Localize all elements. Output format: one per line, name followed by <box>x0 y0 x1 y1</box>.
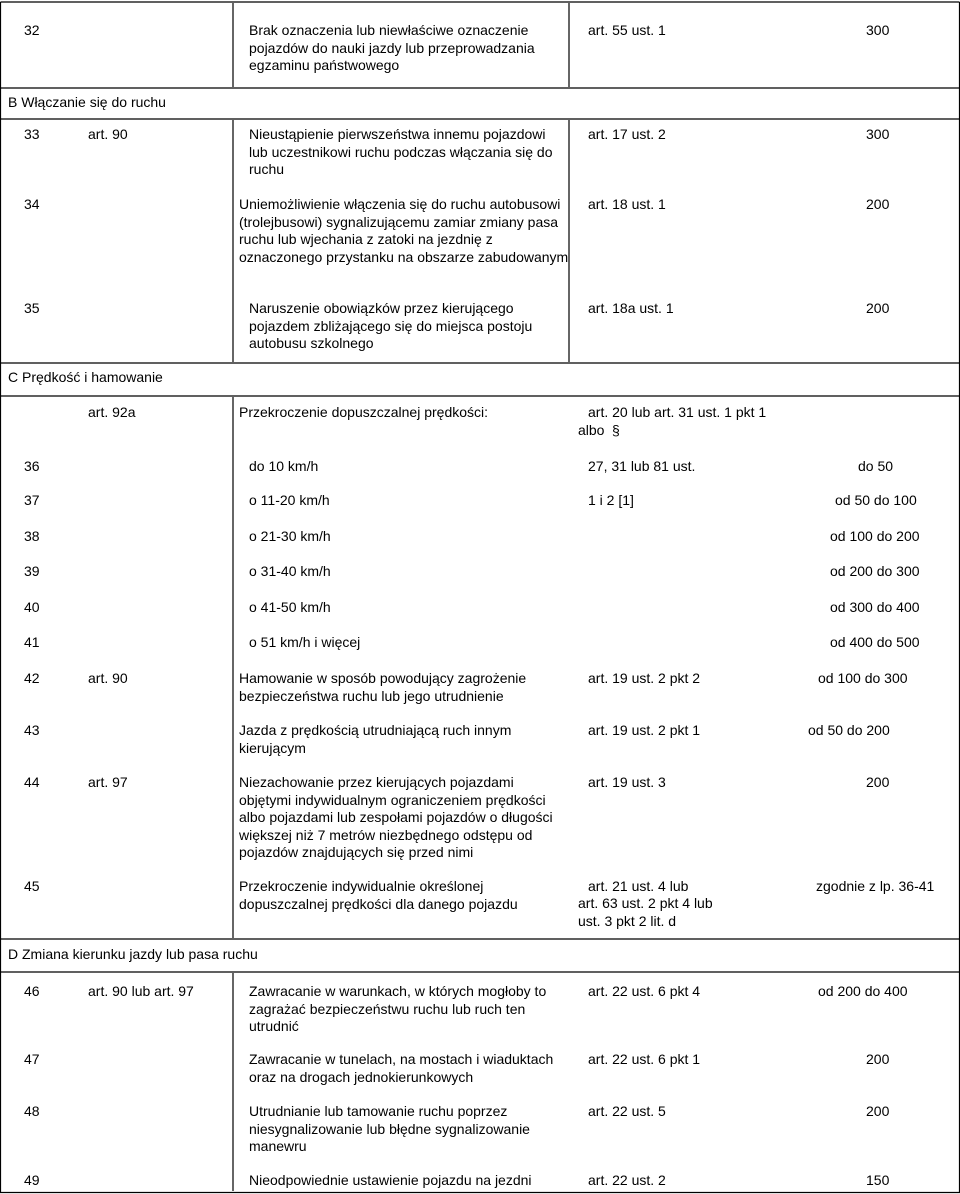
row-38-desc: o 21-30 km/h <box>249 528 331 544</box>
row-48-amount: 200 <box>866 1103 890 1119</box>
row-35-amount: 200 <box>866 300 890 316</box>
row-39-desc: o 31-40 km/h <box>249 563 331 579</box>
row-45-ref-line3: ust. 3 pkt 2 lit. d <box>578 913 677 929</box>
row-40-amount: od 300 do 400 <box>830 599 920 615</box>
row-46-art: art. 90 lub art. 97 <box>88 983 194 999</box>
row-45-ref-line1: art. 21 ust. 4 lub <box>588 878 689 894</box>
row-45-amount: zgodnie z lp. 36-41 <box>816 878 935 894</box>
row-32-lp: 32 <box>24 22 40 38</box>
row-34-ref: art. 18 ust. 1 <box>588 196 666 212</box>
row-42-art: art. 90 <box>88 670 128 686</box>
ref-link-marker[interactable]: § <box>612 422 620 438</box>
row-33-desc: Nieustąpienie pierwszeństwa innemu pojazdowi lub uczestnikowi ruchu podczas włączania się do ruchu <box>249 126 553 177</box>
row-36-lp: 36 <box>24 458 40 474</box>
row-40-lp: 40 <box>24 599 40 615</box>
row-45-lp: 45 <box>24 878 40 894</box>
row-44-desc: Niezachowanie przez kierujących pojazdami objętymi indywidualnym ograniczeniem prędkości albo pojazdami lub zespołami pojazdów o długości większej niż 7 metrów niezbędnego odstępu od pojazdów znajdujących się przed nimi <box>239 774 553 860</box>
section-b-heading: B Włączanie się do ruchu <box>8 94 166 110</box>
row-33-lp: 33 <box>24 126 40 142</box>
row-43-ref: art. 19 ust. 2 pkt 1 <box>588 722 701 738</box>
row-35-desc: Naruszenie obowiązków przez kierującego pojazdem zbliżającego się do miejsca postoju autobusu szkolnego <box>249 300 533 351</box>
row-46-amount: od 200 do 400 <box>818 983 908 999</box>
row-48-lp: 48 <box>24 1103 40 1119</box>
row-49-desc: Nieodpowiednie ustawienie pojazdu na jezdni <box>249 1172 532 1188</box>
row-44-ref: art. 19 ust. 3 <box>588 774 666 790</box>
row-32-ref: art. 55 ust. 1 <box>588 22 666 38</box>
row-35-ref: art. 18a ust. 1 <box>588 300 674 316</box>
row-39-amount: od 200 do 300 <box>830 563 920 579</box>
row-46-lp: 46 <box>24 983 40 999</box>
row-36-ref: 27, 31 lub 81 ust. <box>588 458 696 474</box>
row-47-desc: Zawracanie w tunelach, na mostach i wiaduktach oraz na drogach jednokierunkowych <box>249 1051 554 1085</box>
row-37-amount: od 50 do 100 <box>835 492 917 508</box>
row-44-lp: 44 <box>24 774 40 790</box>
speeding-ref-line2: albo <box>578 422 605 438</box>
section-c-heading: C Prędkość i hamowanie <box>8 369 163 385</box>
row-42-lp: 42 <box>24 670 40 686</box>
row-34-lp: 34 <box>24 196 40 212</box>
row-41-desc: o 51 km/h i więcej <box>249 634 361 650</box>
row-45-ref-line2: art. 63 ust. 2 pkt 4 lub <box>578 895 713 911</box>
row-34-desc: Uniemożliwienie włączenia się do ruchu autobusowi (trolejbusowi) sygnalizującemu zamiar zmiany pasa ruchu lub wjechania z zatoki na jezdnię z oznaczonego przystanku na obszarze zabudowanym <box>239 196 569 265</box>
row-37-lp: 37 <box>24 492 40 508</box>
row-38-amount: od 100 do 200 <box>830 528 920 544</box>
row-47-lp: 47 <box>24 1051 40 1067</box>
row-48-desc: Utrudnianie lub tamowanie ruchu poprzez niesygnalizowanie lub błędne sygnalizowanie manewru <box>249 1103 530 1154</box>
row-43-amount: od 50 do 200 <box>808 722 890 738</box>
section-d-heading: D Zmiana kierunku jazdy lub pasa ruchu <box>8 946 258 962</box>
speeding-art: art. 92a <box>88 404 136 420</box>
row-46-ref: art. 22 ust. 6 pkt 4 <box>588 983 701 999</box>
row-36-amount: do 50 <box>858 458 894 474</box>
row-47-ref: art. 22 ust. 6 pkt 1 <box>588 1051 701 1067</box>
row-42-ref: art. 19 ust. 2 pkt 2 <box>588 670 701 686</box>
row-43-desc: Jazda z prędkością utrudniającą ruch innym kierującym <box>239 722 512 756</box>
row-49-ref: art. 22 ust. 2 <box>588 1172 666 1188</box>
row-40-desc: o 41-50 km/h <box>249 599 331 615</box>
row-45-desc: Przekroczenie indywidualnie określonej dopuszczalnej prędkości dla danego pojazdu <box>239 878 518 912</box>
row-44-amount: 200 <box>866 774 890 790</box>
row-47-amount: 200 <box>866 1051 890 1067</box>
speeding-desc: Przekroczenie dopuszczalnej prędkości: <box>239 404 489 420</box>
row-33-amount: 300 <box>866 126 890 142</box>
row-38-lp: 38 <box>24 528 40 544</box>
row-44-art: art. 97 <box>88 774 128 790</box>
row-34-amount: 200 <box>866 196 890 212</box>
row-33-ref: art. 17 ust. 2 <box>588 126 666 142</box>
row-41-amount: od 400 do 500 <box>830 634 920 650</box>
row-36-desc: do 10 km/h <box>249 458 319 474</box>
row-41-lp: 41 <box>24 634 40 650</box>
row-37-ref[interactable]: 1 i 2 [1] <box>588 492 634 508</box>
row-33-art: art. 90 <box>88 126 128 142</box>
row-32-desc: Brak oznaczenia lub niewłaściwe oznaczenie pojazdów do nauki jazdy lub przeprowadzania egzaminu państwowego <box>249 22 535 73</box>
row-37-desc: o 11-20 km/h <box>249 492 330 508</box>
row-35-lp: 35 <box>24 300 40 316</box>
row-49-amount: 150 <box>866 1172 890 1188</box>
row-49-lp: 49 <box>24 1172 40 1188</box>
speeding-ref-line1: art. 20 lub art. 31 ust. 1 pkt 1 <box>588 404 767 420</box>
row-39-lp: 39 <box>24 563 40 579</box>
row-42-desc: Hamowanie w sposób powodujący zagrożenie bezpieczeństwa ruchu lub jego utrudnienie <box>239 670 527 704</box>
row-46-desc: Zawracanie w warunkach, w których mogłoby to zagrażać bezpieczeństwu ruchu lub ruch ten utrudnić <box>249 983 547 1034</box>
row-32-amount: 300 <box>866 22 890 38</box>
row-42-amount: od 100 do 300 <box>818 670 908 686</box>
row-48-ref: art. 22 ust. 5 <box>588 1103 666 1119</box>
row-43-lp: 43 <box>24 722 40 738</box>
